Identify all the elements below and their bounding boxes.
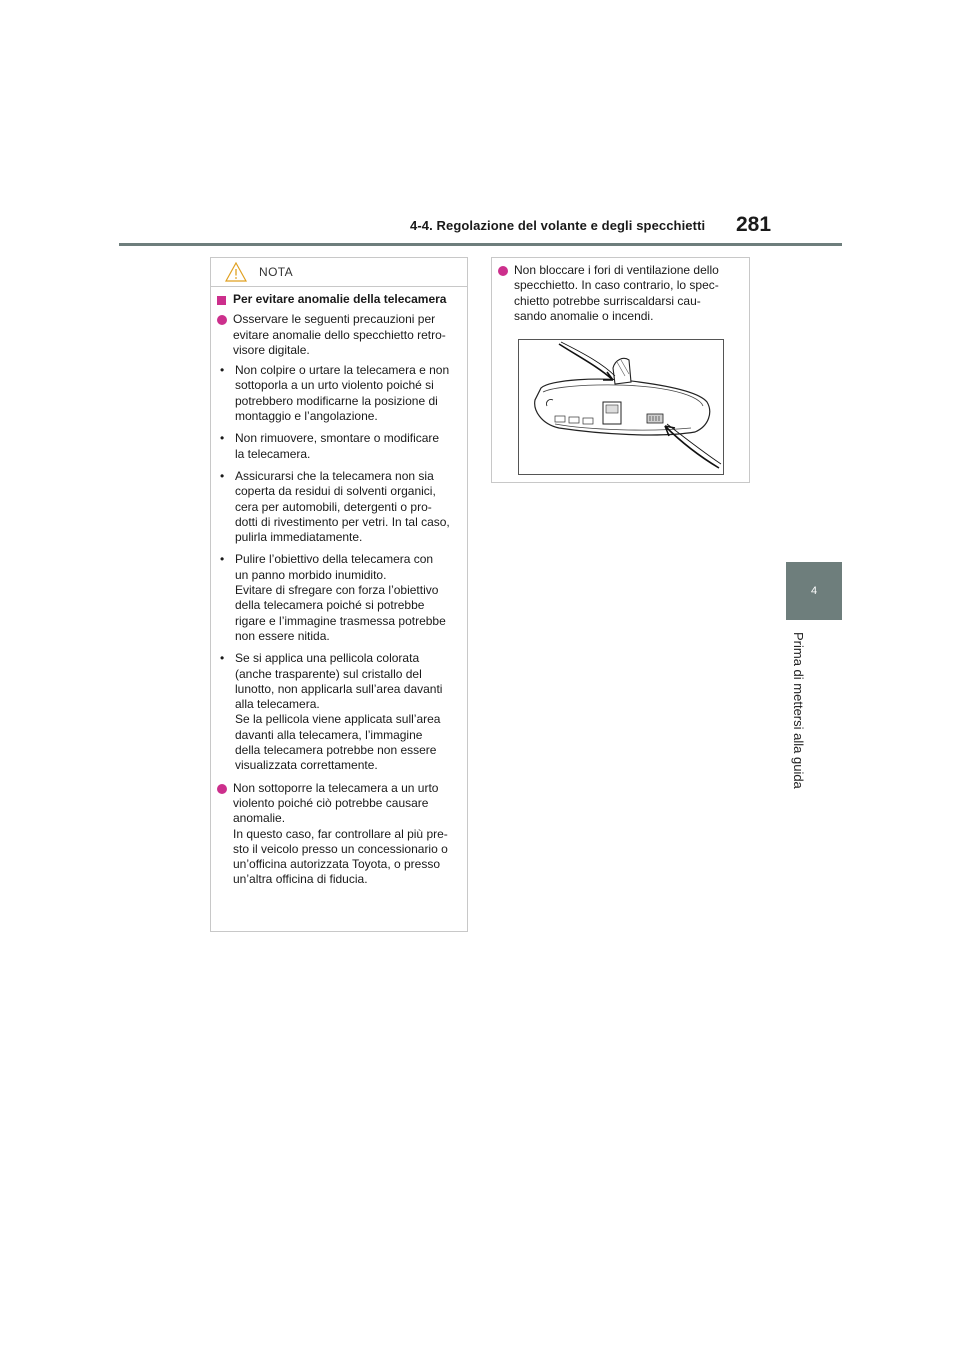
text-line: della telecamera poiché si potrebbe <box>235 598 425 613</box>
page-number: 281 <box>736 213 772 236</box>
circle-bullet-icon <box>217 784 227 794</box>
bullet-glyph: • <box>220 552 225 567</box>
bullet-glyph: • <box>220 651 225 666</box>
text-line: dotti di rivestimento per vetri. In tal caso, <box>235 514 450 529</box>
text-line: Se si applica una pellicola colorata <box>235 651 420 666</box>
bullet-glyph: • <box>220 363 225 378</box>
text-line: chietto potrebbe surriscaldarsi cau- <box>514 293 701 308</box>
text-line: sottoporla a un urto violento poiché si <box>235 378 434 393</box>
text-line: Osservare le seguenti precauzioni per <box>233 312 436 327</box>
note-box-continued <box>491 257 750 483</box>
text-line: coperta da residui di solventi organici, <box>235 484 436 499</box>
text-line: davanti alla telecamera, l’immagine <box>235 727 423 742</box>
text-line: (anche trasparente) sul cristallo del <box>235 666 422 681</box>
header-rule <box>119 243 842 246</box>
text-line: un panno morbido inumidito. <box>235 567 387 582</box>
chapter-number: 4 <box>810 585 818 597</box>
text-line: montaggio e l’angolazione. <box>235 409 378 424</box>
note-heading-text: Per evitare anomalie della telecamera <box>233 292 447 306</box>
text-line: anomalie. <box>233 811 286 826</box>
text-line: violento poiché ciò potrebbe causare <box>233 795 429 810</box>
note-item-3 <box>498 263 746 324</box>
bullet-item-5 <box>218 651 465 773</box>
text-line: Assicurarsi che la telecamera non sia <box>235 468 434 483</box>
text-line: evitare anomalie dello specchietto retro- <box>233 327 446 342</box>
text-line: la telecamera. <box>235 446 311 461</box>
text-line: alla telecamera. <box>235 697 320 712</box>
text-line: visore digitale. <box>233 342 310 357</box>
note-content-continued <box>498 263 746 329</box>
text-line: Se la pellicola viene applicata sull’area <box>235 712 441 727</box>
bullet-glyph: • <box>220 468 225 483</box>
note-item-1 <box>217 312 465 358</box>
text-line: Non rimuovere, smontare o modificare <box>235 431 440 446</box>
text-line: un’officina autorizzata Toyota, o presso <box>233 857 441 872</box>
text-line: In questo caso, far controllare al più pre- <box>233 826 448 841</box>
square-bullet-icon <box>217 296 226 305</box>
bullet-item-3 <box>218 469 465 545</box>
text-line: visualizzata correttamente. <box>235 758 378 773</box>
note-title: NOTA <box>259 265 294 279</box>
note-header <box>211 258 467 287</box>
section-title: 4-4. Regolazione del volante e degli specchietti <box>410 218 706 233</box>
circle-bullet-icon <box>498 266 508 276</box>
bullet-item-1 <box>218 363 465 424</box>
text-line: Non colpire o urtare la telecamera e non <box>235 363 450 378</box>
text-line: sto il veicolo presso un concessionario o <box>233 841 448 856</box>
bullet-glyph: • <box>220 431 225 446</box>
text-line: non essere nitida. <box>235 628 330 643</box>
text-line: rigare e l’immagine trasmessa potrebbe <box>235 613 446 628</box>
chapter-title: Prima di mettersi alla guida <box>791 632 806 789</box>
note-box <box>210 257 468 932</box>
note-content <box>217 292 465 893</box>
mirror-ventilation-illustration <box>518 339 724 475</box>
text-line: Non sottoporre la telecamera a un urto <box>233 780 439 795</box>
note-item-2 <box>217 781 465 888</box>
text-line: lunotto, non applicarla sull’area davanti <box>235 681 443 696</box>
text-line: specchietto. In caso contrario, lo spec- <box>514 278 719 293</box>
note-heading <box>217 292 465 307</box>
text-line: pulirla immediatamente. <box>235 530 363 545</box>
text-line: Non bloccare i fori di ventilazione dello <box>514 263 719 277</box>
text-line: potrebbero modificarne la posizione di <box>235 393 438 408</box>
text-line: un’altra officina di fiducia. <box>233 872 368 887</box>
text-line: sando anomalie o incendi. <box>514 308 654 323</box>
bullet-item-2 <box>218 431 465 462</box>
chapter-tab[interactable] <box>786 562 842 620</box>
text-line: Pulire l’obiettivo della telecamera con <box>235 552 434 567</box>
bullet-item-4 <box>218 552 465 644</box>
text-line: cera per automobili, detergenti o pro- <box>235 499 432 514</box>
text-line: Evitare di sfregare con forza l’obiettivo <box>235 583 439 598</box>
circle-bullet-icon <box>217 315 227 325</box>
text-line: della telecamera potrebbe non essere <box>235 743 437 758</box>
mirror-drawing <box>519 340 723 474</box>
warning-triangle-icon <box>225 262 247 282</box>
